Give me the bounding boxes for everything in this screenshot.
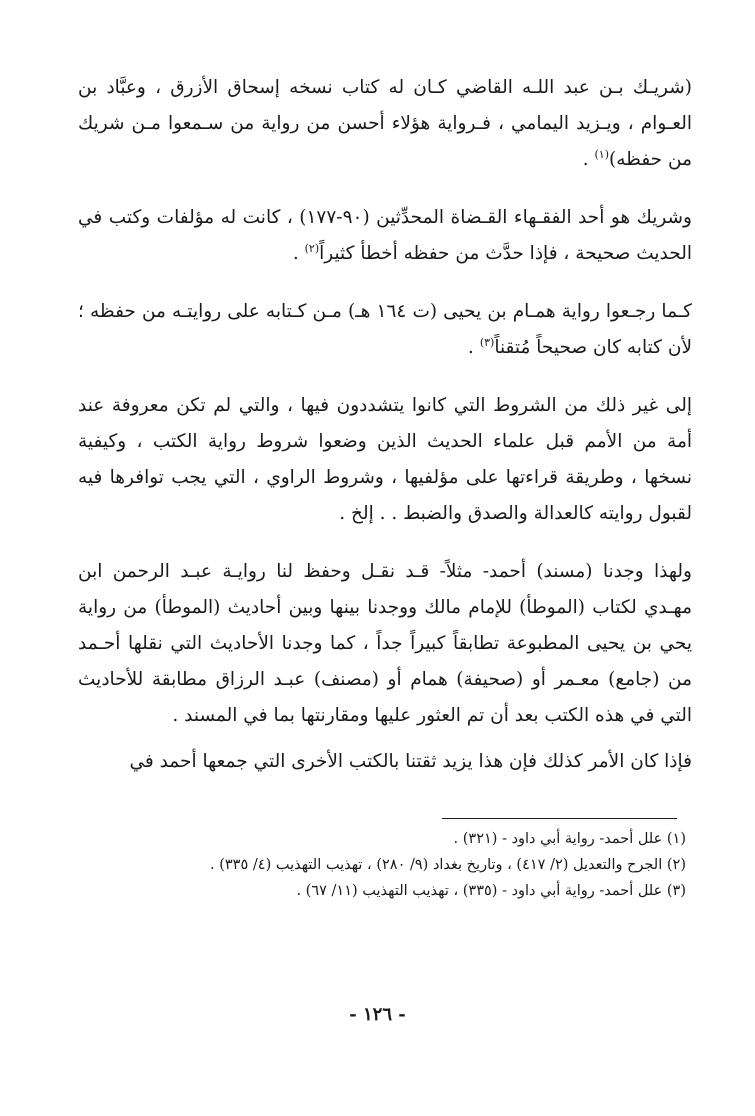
paragraph-text: فإذا كان الأمر كذلك فإن هذا يزيد ثقتنا بالكتب الأخرى التي جمعها أحمد في xyxy=(129,751,692,772)
paragraph-4 xyxy=(78,388,692,532)
paragraph-6 xyxy=(78,744,692,780)
paragraph-tail: . xyxy=(582,149,595,170)
footnotes xyxy=(78,826,692,904)
footnote-ref: (١) xyxy=(594,147,610,161)
footnote-ref: (٢) xyxy=(304,241,320,255)
footnote-2: (٢) الجرح والتعديل (٢/ ٤١٧) ، وتاريخ بغداد (٩/ ٢٨٠) ، تهذيب التهذيب (٤/ ٣٣٥) . xyxy=(210,857,686,873)
footnote-ref: (٣) xyxy=(479,335,495,349)
paragraph-tail: . xyxy=(468,337,480,358)
paragraph-3 xyxy=(78,294,692,366)
paragraph-tail: . xyxy=(292,243,305,264)
paragraph-1 xyxy=(78,70,692,178)
paragraph-text: ولهذا وجدنا (مسند) أحمد- مثلاً- قـد نقـل وحفظ لنا روايـة عبـد الرحمن ابن مهـدي لكتاب (الموطأ) للإمام مالك ووجدنا بينها وبين أحاديث (الموطأ) من رواية يحي بن يحيى المطبوعة تطابقاً كبيراً جداً ، كما وجدنا الأحاديث التي نقلها أحـمد من (جامع) معـمر أو (صحيفة) همام أو (مصنف) عبـد الرزاق مطابقة للأحاديث التي في هذه الكتب بعد أن تم العثور عليها ومقارنتها بما في المسند . xyxy=(78,561,692,726)
paragraph-text: كـما رجـعوا رواية همـام بن يحيى (ت ١٦٤ هـ) مـن كـتابه على روايتـه من حفظه ؛ لأن كتابه كان صحيحاً مُتقناً xyxy=(78,301,692,358)
footnote-3: (٣) علل أحمد- رواية أبي داود - (٣٣٥) ، تهذيب التهذيب (١١/ ٦٧) . xyxy=(296,883,686,899)
paragraph-text: (شريـك بـن عبد اللـه القاضي كـان له كتاب نسخه إسحاق الأزرق ، وعبَّاد بن العـوام ، ويـزيد اليمامي ، فـرواية هؤلاء أحسن من رواية من سـمعوا مـن شريك من حفظه) xyxy=(78,77,692,170)
main-text xyxy=(78,70,692,802)
paragraph-5 xyxy=(78,554,692,734)
page-number: - ١٢٦ - xyxy=(349,1004,406,1025)
paragraph-text: إلى غير ذلك من الشروط التي كانوا يتشددون فيها ، والتي لم تكن معروفة عند أمة من الأمم قبل علماء الحديث الذين وضعوا شروط رواية الكتب ، وكيفية نسخها ، وطريقة قراءتها على مؤلفيها ، وشروط الراوي ، التي يجب توافرها فيه لقبول روايته كالعدالة والصدق والضبط . . إلخ . xyxy=(78,395,692,524)
footnote-1: (١) علل أحمد- رواية أبي داود - (٣٢١) . xyxy=(453,831,686,847)
footnote-divider xyxy=(442,818,677,819)
paragraph-2 xyxy=(78,200,692,272)
paragraph-text: وشريك هو أحد الفقـهاء القـضاة المحدِّثين (٩٠-١٧٧) ، كانت له مؤلفات وكتب في الحديث صحيحة ، فإذا حدَّث من حفظه أخطأ كثيراً xyxy=(78,207,692,264)
